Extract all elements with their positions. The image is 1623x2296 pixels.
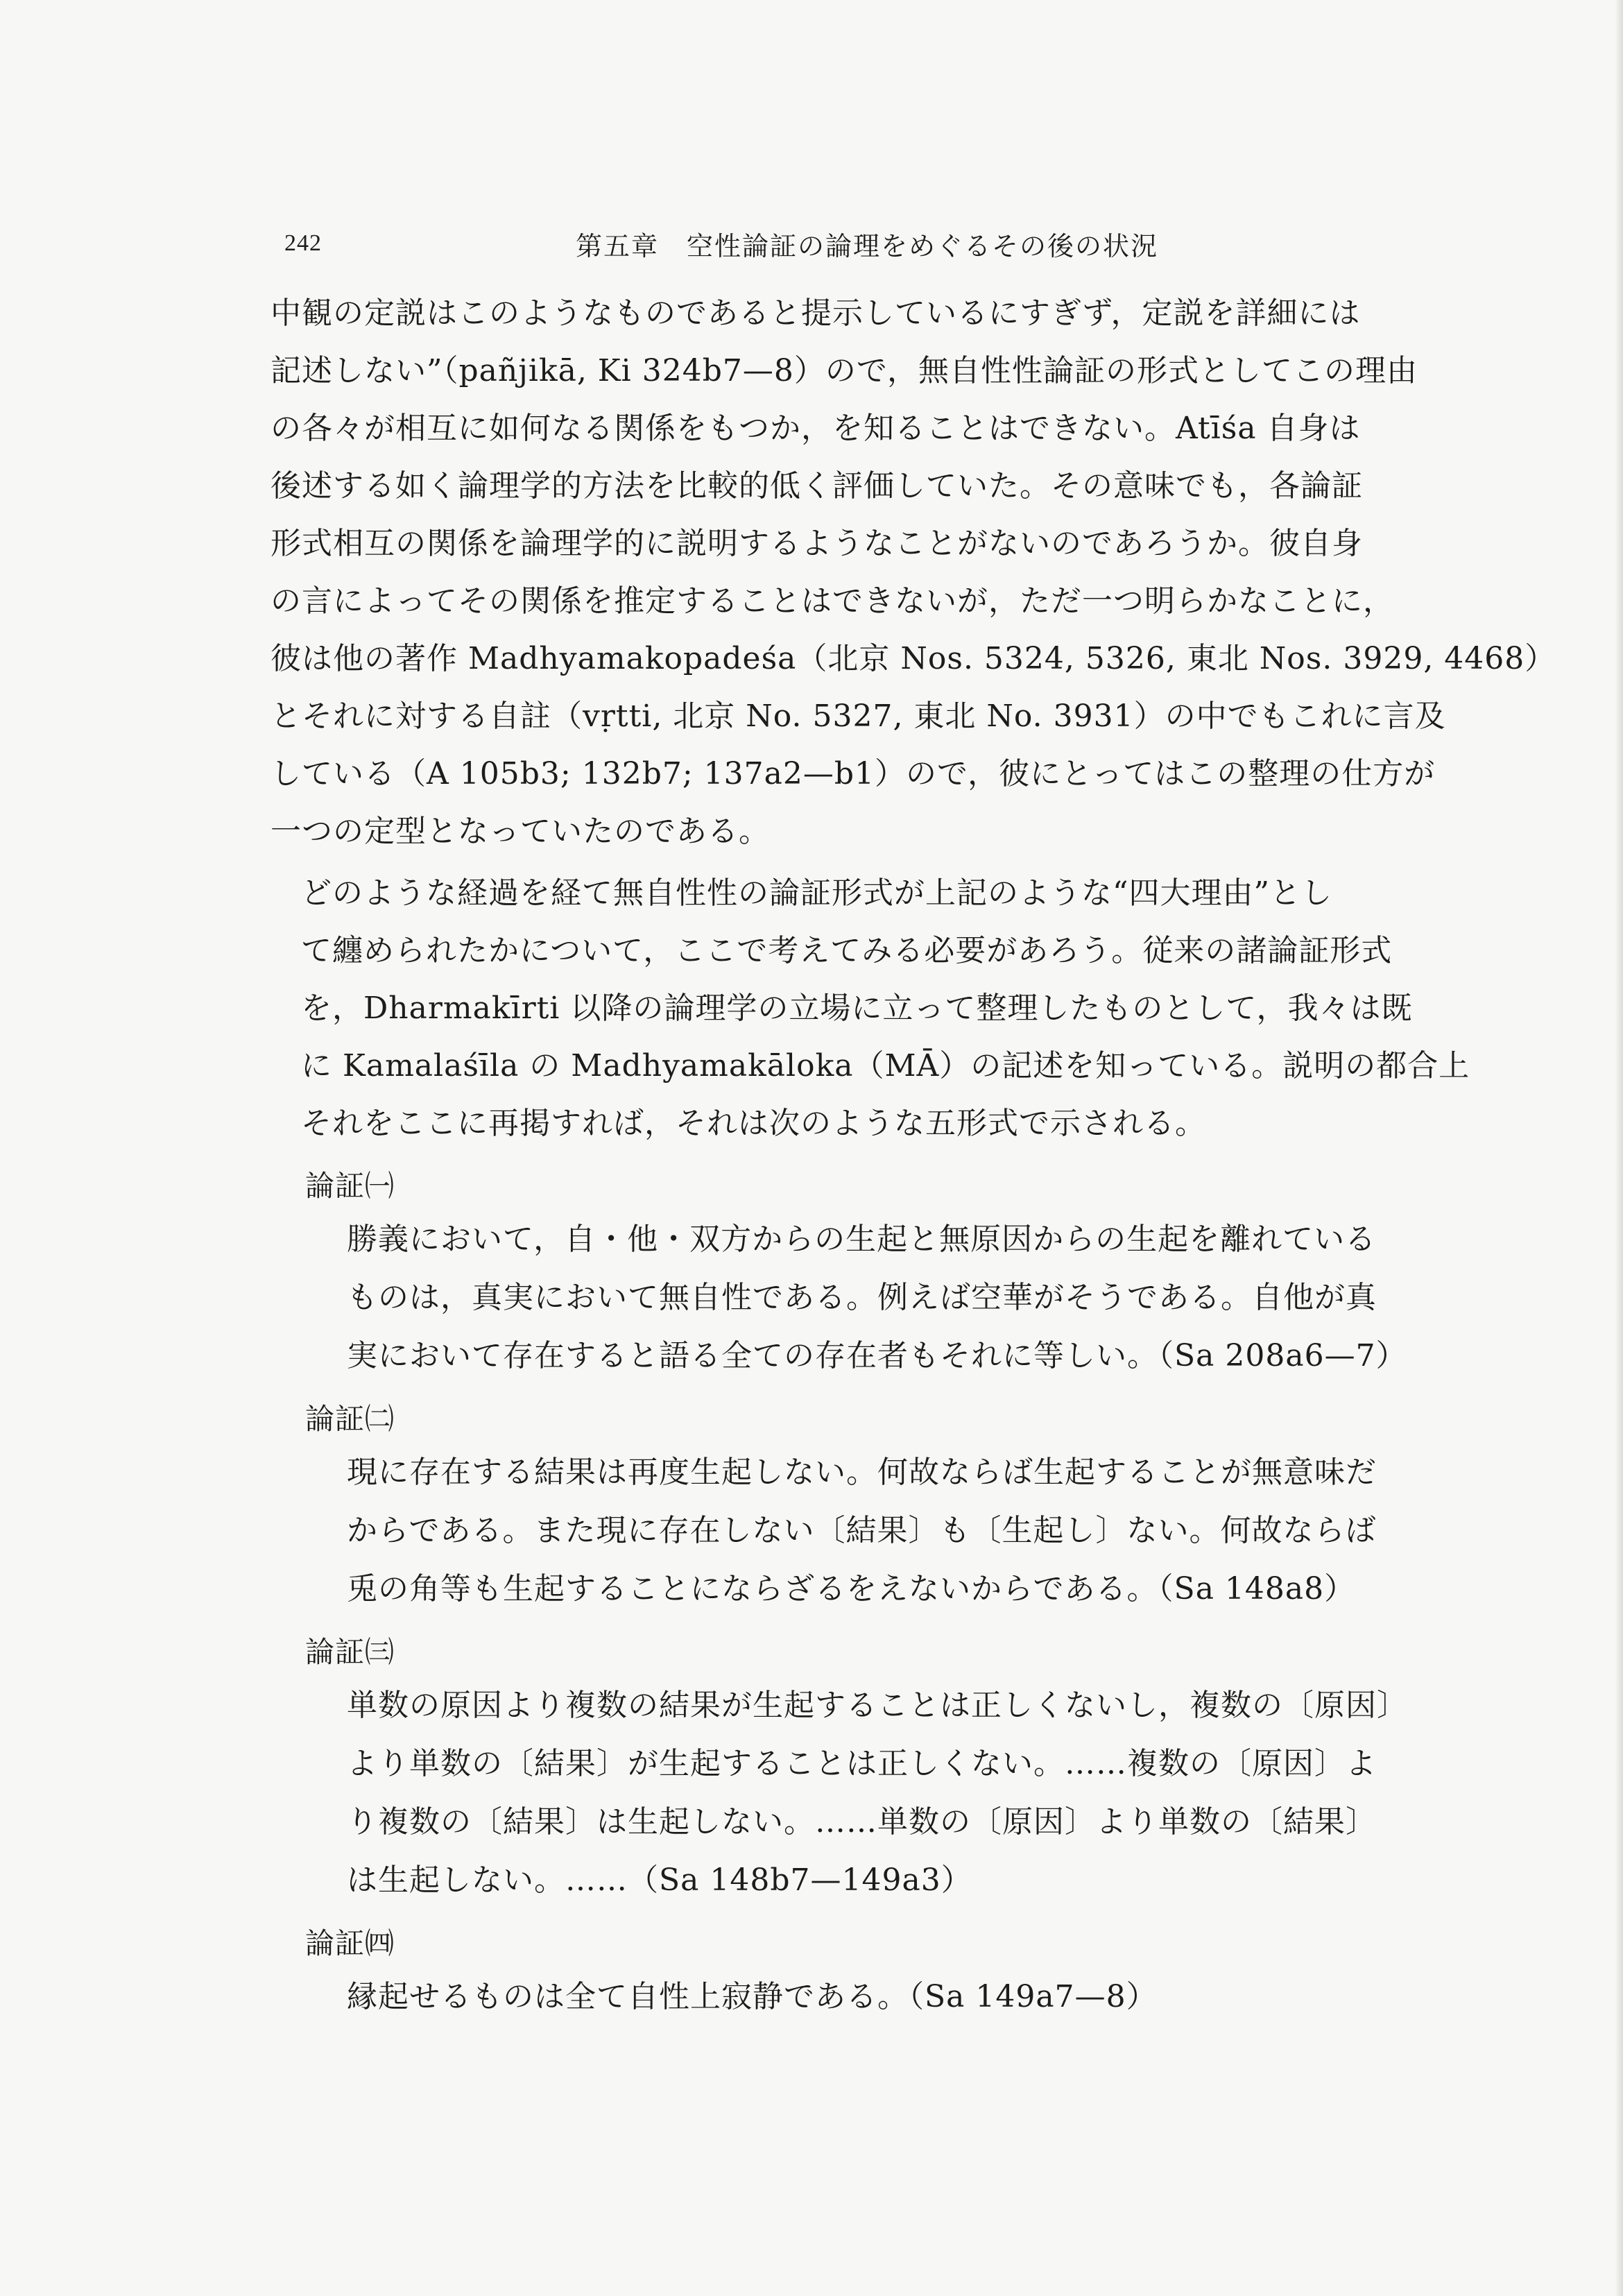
text-line: て纏められたかについて，ここで考えてみる必要があろう。従来の諸論証形式 <box>301 933 1393 968</box>
text-line: を，Dharmakīrti 以降の論理学の立場に立って整理したものとして，我々は既 <box>301 991 1413 1026</box>
argument-label: 論証㈡ <box>305 1402 395 1436</box>
text-line: どのような経過を経て無自性性の論証形式が上記のような“四大理由”とし <box>301 875 1332 911</box>
argument-3 <box>270 1628 1477 1910</box>
page-number: 242 <box>284 230 322 256</box>
running-head: 第五章 空性論証の論理をめぐるその後の状況 <box>576 231 1159 262</box>
quote-line: より単数の〔結果〕が生起することは正しくない。……複数の〔原因〕よ <box>347 1746 1377 1781</box>
argument-1 <box>270 1162 1477 1385</box>
paragraph-1 <box>270 284 1556 860</box>
quote-line: 実において存在すると語る全ての存在者もそれに等しい。（Sa 208a6—7） <box>347 1338 1407 1373</box>
text-line: の各々が相互に如何なる関係をもつか，を知ることはできない。Atīśa 自身は <box>270 411 1361 446</box>
text-line: とそれに対する自註（vṛtti, 北京 No. 5327, 東北 No. 3931）の中でもこれに言及 <box>270 699 1446 734</box>
quote-line: り複数の〔結果〕は生起しない。……単数の〔原因〕より単数の〔結果〕 <box>347 1804 1377 1840</box>
argument-label: 論証㈣ <box>305 1926 395 1960</box>
quote-line: 縁起せるものは全て自性上寂静である。（Sa 149a7—8） <box>347 1979 1158 2014</box>
argument-label: 論証㈢ <box>305 1635 395 1669</box>
page-header <box>270 222 1519 264</box>
scan-edge-shadow <box>1615 0 1623 2296</box>
paragraph-2 <box>270 864 1477 1152</box>
argument-2 <box>270 1395 1477 1618</box>
text-line: 後述する如く論理学的方法を比較的低く評価していた。その意味でも，各論証 <box>270 468 1363 504</box>
body-text <box>270 284 1556 2026</box>
quote-line: 単数の原因より複数の結果が生起することは正しくないし，複数の〔原因〕 <box>347 1688 1408 1723</box>
text-line: 一つの定型となっていたのである。 <box>270 814 770 849</box>
text-line: 形式相互の関係を論理学的に説明するようなことがないのであろうか。彼自身 <box>270 526 1363 561</box>
text-line: 中観の定説はこのようなものであると提示しているにすぎず，定説を詳細には <box>270 295 1361 331</box>
text-line: 彼は他の著作 Madhyamakopadeśa（北京 Nos. 5324, 5326, 東北 Nos. 3929, 4468） <box>270 641 1556 676</box>
argument-quote <box>347 1677 1477 1910</box>
argument-quote <box>347 1443 1477 1618</box>
quote-line: 現に存在する結果は再度生起しない。何故ならば生起することが無意味だ <box>347 1455 1377 1490</box>
text-line: の言によってその関係を推定することはできないが，ただ一つ明らかなことに， <box>270 583 1394 619</box>
argument-quote <box>347 1210 1477 1385</box>
quote-line: 勝義において，自・他・双方からの生起と無原因からの生起を離れている <box>347 1222 1377 1257</box>
text-line: に Kamalaśīla の Madhyamakāloka（MĀ）の記述を知っている。説明の都合上 <box>301 1048 1470 1083</box>
text-line: している（A 105b3; 132b7; 137a2—b1）ので，彼にとってはこの整理の仕方が <box>270 756 1436 791</box>
quote-line: 兎の角等も生起することにならざるをえないからである。（Sa 148a8） <box>347 1571 1356 1607</box>
quote-line: からである。また現に存在しない〔結果〕も〔生起し〕ない。何故ならば <box>347 1513 1377 1548</box>
argument-4 <box>270 1919 1477 2026</box>
quote-line: ものは，真実において無自性である。例えば空華がそうである。自他が真 <box>347 1280 1377 1315</box>
text-line: それをここに再掲すれば，それは次のような五形式で示される。 <box>301 1106 1206 1141</box>
argument-label: 論証㈠ <box>305 1169 395 1203</box>
argument-quote <box>347 1968 1477 2026</box>
text-line: 記述しない”（pañjikā, Ki 324b7—8）ので，無自性性論証の形式としてこの理由 <box>270 353 1418 388</box>
quote-line: は生起しない。……（Sa 148b7—149a3） <box>347 1862 972 1898</box>
